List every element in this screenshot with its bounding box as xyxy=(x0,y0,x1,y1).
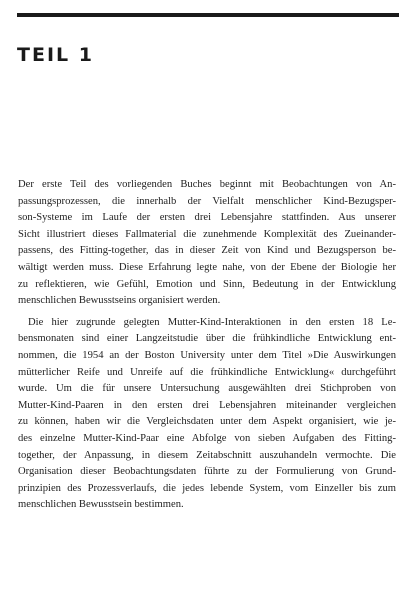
text-line: Sicht illustriert dieses Fallmaterial die zunehmende Komplexität des Zueinander- xyxy=(18,228,396,240)
paragraph-2 xyxy=(18,315,396,514)
text-line: prinzipien des Prozessverlaufs, die jedes lebende System, vom Einzeller bis zum xyxy=(18,482,396,494)
text-line: wältigt werden muss. Diese Erfahrung legte nahe, von der Ebene der Biologie her xyxy=(18,261,396,273)
text-line: Mutter-Kind-Paaren in den ersten drei Lebensjahren miteinander vergleichen xyxy=(18,399,396,411)
text-line: zu können, haben wir die Vergleichsdaten unter dem Aspekt organisiert, wie je- xyxy=(18,416,396,428)
text-line: son-Systeme im Laufe der ersten drei Lebensjahre stattfinden. Aus unserer xyxy=(18,212,396,224)
text-line: menschlichen Bewusstsein bestimmen. xyxy=(18,499,184,511)
text-line: zu reflektieren, wie Gefühl, Emotion und Sinn, Bedeutung in der Entwicklung xyxy=(18,278,396,290)
text-line: mütterlicher Reife und Unreife auf die frühkindliche Entwicklung« durchgeführt xyxy=(18,366,396,378)
text-line: des einzelne Mutter-Kind-Paar eine Abfolge von sieben Aufgaben des Fitting- xyxy=(18,432,396,444)
chapter-rule xyxy=(17,13,399,17)
chapter-title: TEIL 1 xyxy=(17,44,94,66)
text-line: Der erste Teil des vorliegenden Buches beginnt mit Beobachtungen von An- xyxy=(18,179,396,190)
text-line: passens, des Fitting-together, das in dieser Zeit von Kind und Bezugsperson be- xyxy=(18,245,396,257)
text-line: bensmonaten sind einer Langzeitstudie über die frühkindliche Entwicklung ent- xyxy=(18,333,396,345)
text-line: wurde. Um die für unsere Untersuchung ausgewählten drei Stichproben von xyxy=(18,383,396,395)
text-line: passungsprozessen, die innerhalb der Vielfalt menschlicher Kind-Bezugsper- xyxy=(18,195,396,207)
text-line: Organisation dieser Beobachtungsdaten führte zu der Formulierung von Grund- xyxy=(18,466,396,478)
body-text xyxy=(18,177,396,514)
text-line: Die hier zugrunde gelegten Mutter-Kind-Interaktionen in den ersten 18 Le- xyxy=(28,316,396,328)
text-line: together, der Anpassung, in diesem Zeitabschnitt auszuhandeln vermochte. Die xyxy=(18,449,396,461)
text-line: nommen, die 1954 an der Boston University unter dem Titel »Die Auswirkungen xyxy=(18,349,396,361)
paragraph-1 xyxy=(18,177,396,310)
text-line: menschlichen Bewusstseins organisiert werden. xyxy=(18,295,221,307)
